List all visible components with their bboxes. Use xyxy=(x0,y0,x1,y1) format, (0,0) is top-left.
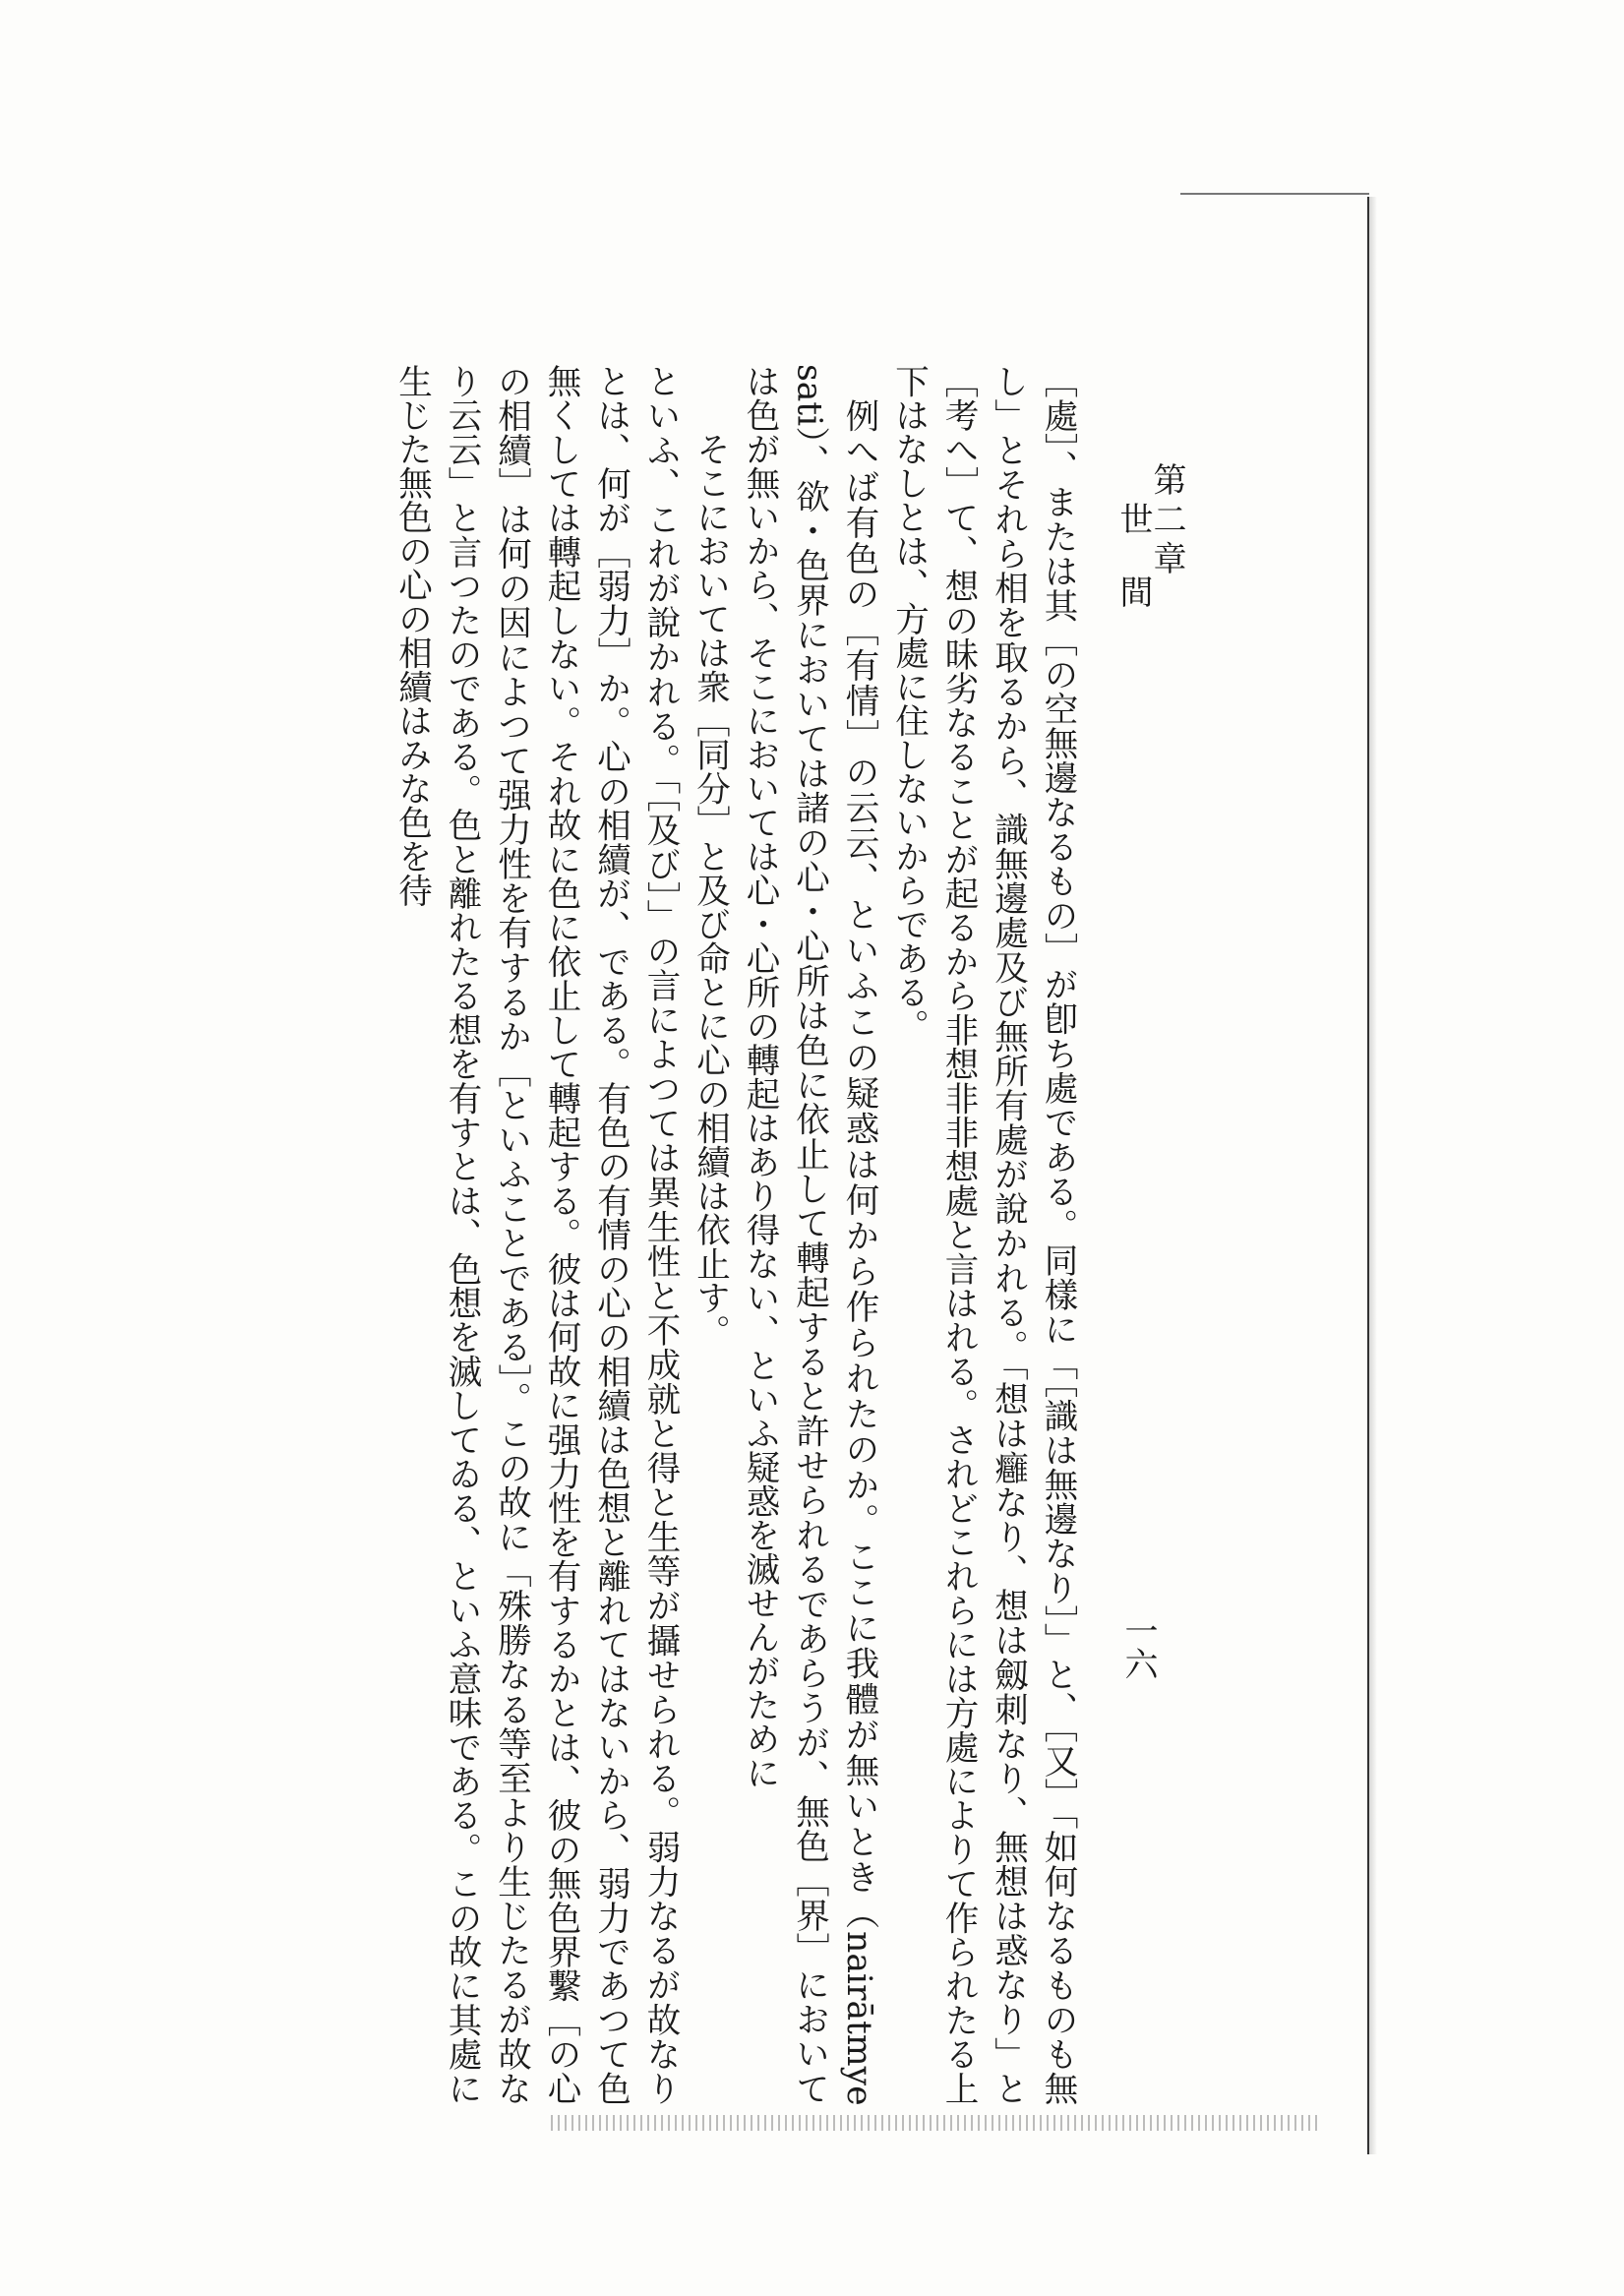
page-number: 一六 xyxy=(1118,1613,1158,1680)
scan-noise xyxy=(551,2115,1318,2131)
body-text xyxy=(187,364,1082,2105)
running-head-chapter: 第二章 xyxy=(1147,462,1186,580)
book-spine-shadow xyxy=(1369,197,1377,2154)
paragraph: といふ、これが說かれる。「［及び］」の言によつては異生性と不成就と得と生等が攝せられる。弱力なるが故なりとは、何が［弱力］か。心の相續が、である。有色の有情の心の相續は色想と離れてはないから、弱力であつて色無くしては轉起しない。それ故に色に依止して轉起する。彼は何故に强力性を有するかとは、彼の無色界繫［の心の相續］は何の因によつて强力性を有するか［といふことである］。この故に「殊勝なる等至より生じたるが故なり云云」と言つたのである。色と離れたる想を有すとは、色想を滅してゐる、といふ意味である。この故に其處に生じた無色の心の相續はみな色を待 xyxy=(391,364,680,2105)
page-edge-line xyxy=(1180,193,1369,195)
running-head-section: 世間 xyxy=(1113,502,1153,647)
verse-quote: そこにおいては衆［同分］と及び命とに心の相續は依止す。 xyxy=(690,432,730,1349)
paragraph: 例へば有色の［有情］の云云、といふこの疑惑は何から作られたのか。ここに我體が無いとき（nairātmye sati）、欲・色界においては諸の心・心所は色に依止して轉起すると許せられるであらうが、無色［界］においては色が無いから、そこにおいては心・心所の轉起はあり得ない、といふ疑惑を滅せんがために xyxy=(740,364,878,2105)
running-head xyxy=(1113,462,1186,647)
paragraph: ［處］、または其［の空無邊なるもの］が卽ち處である。同樣に「［識は無邊なり］」と、［又］「如何なるものも無し」とそれら相を取るから、識無邊處及び無所有處が說かれる。「想は癰なり、想は劔刺なり、無想は惑なり」と［考へ］て、想の昧劣なることが起るから非想非非想處と言はれる。されどこれらには方處によりて作られたる上下はなしとは、方處に住しないからである。 xyxy=(888,364,1077,2105)
